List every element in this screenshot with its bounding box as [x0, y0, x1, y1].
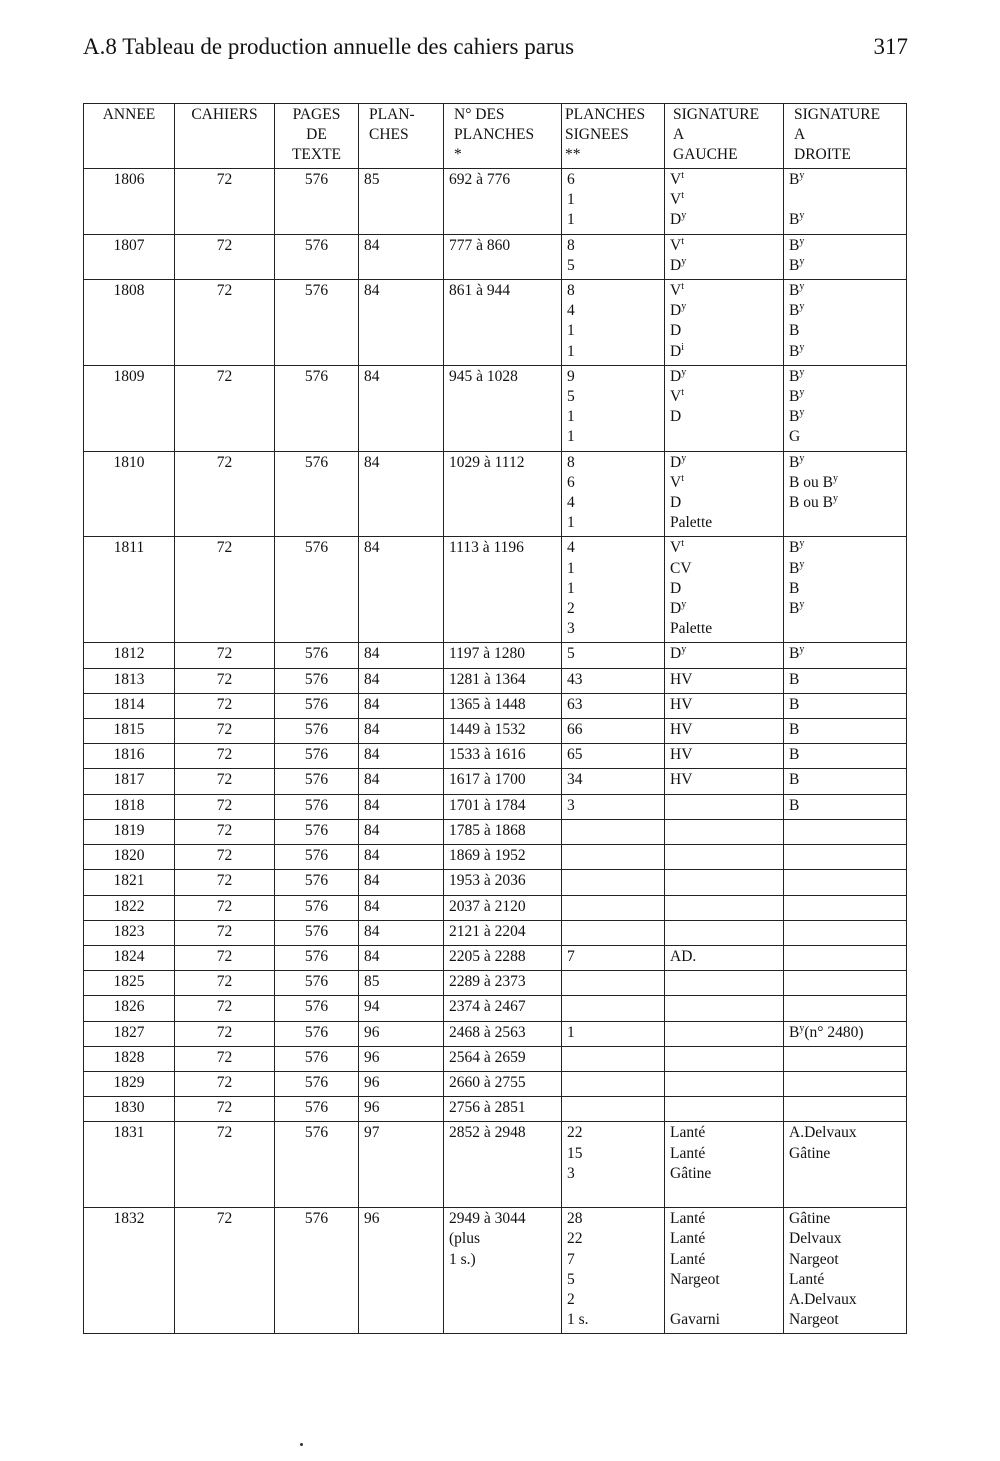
table-body	[84, 169, 907, 1334]
cell-numeros: 2374 à 2467	[444, 996, 562, 1021]
cell-cahiers: 72	[175, 365, 275, 451]
cell-annee: 1817	[84, 769, 175, 794]
table-row	[84, 819, 907, 844]
cell-gauche	[665, 920, 784, 945]
table-row	[84, 1097, 907, 1122]
cell-droite	[784, 1046, 907, 1071]
cell-pages: 576	[275, 1071, 359, 1096]
table-row	[84, 719, 907, 744]
cell-pages: 576	[275, 280, 359, 366]
cell-annee: 1811	[84, 537, 175, 643]
cell-droite: Gâtine Delvaux Nargeot Lanté A.Delvaux Nargeot	[784, 1208, 907, 1334]
cell-annee: 1813	[84, 668, 175, 693]
running-head	[83, 32, 908, 62]
cell-signees	[562, 819, 665, 844]
cell-annee: 1821	[84, 870, 175, 895]
cell-signees: 8 6 4 1	[562, 451, 665, 537]
cell-annee: 1807	[84, 234, 175, 279]
cell-annee: 1824	[84, 945, 175, 970]
cell-droite: $B^y$	[784, 643, 907, 668]
cell-cahiers: 72	[175, 668, 275, 693]
cell-annee: 1820	[84, 845, 175, 870]
cell-signees: 1	[562, 1021, 665, 1046]
cell-signees: 5	[562, 643, 665, 668]
cell-signees: 22 15 3	[562, 1122, 665, 1208]
cell-pages: 576	[275, 1097, 359, 1122]
cell-droite: B	[784, 769, 907, 794]
cell-numeros: 777 à 860	[444, 234, 562, 279]
cell-gauche	[665, 819, 784, 844]
cell-pages: 576	[275, 845, 359, 870]
cell-droite: A.Delvaux Gâtine	[784, 1122, 907, 1208]
cell-annee: 1816	[84, 744, 175, 769]
cell-cahiers: 72	[175, 845, 275, 870]
table-row	[84, 870, 907, 895]
page-dot	[300, 1443, 303, 1446]
page-title: A.8 Tableau de production annuelle des cahiers parus	[83, 34, 575, 59]
cell-droite: $B^y$ B ou $B^y$ B ou $B^y$	[784, 451, 907, 537]
cell-annee: 1831	[84, 1122, 175, 1208]
cell-gauche: Lanté Lanté Gâtine	[665, 1122, 784, 1208]
cell-numeros: 2121 à 2204	[444, 920, 562, 945]
cell-cahiers: 72	[175, 769, 275, 794]
cell-gauche: $V^t$ $V^t$ $D^y$	[665, 169, 784, 235]
cell-numeros: 2289 à 2373	[444, 971, 562, 996]
table-row	[84, 1071, 907, 1096]
col-header-droite: SIGNATURE A DROITE	[784, 104, 907, 169]
cell-annee: 1809	[84, 365, 175, 451]
cell-signees: 43	[562, 668, 665, 693]
cell-pages: 576	[275, 769, 359, 794]
cell-cahiers: 72	[175, 1122, 275, 1208]
cell-pages: 576	[275, 1122, 359, 1208]
cell-planches: 84	[359, 451, 444, 537]
cell-annee: 1819	[84, 819, 175, 844]
cell-numeros: 2852 à 2948	[444, 1122, 562, 1208]
table-row	[84, 451, 907, 537]
cell-cahiers: 72	[175, 870, 275, 895]
table-row	[84, 945, 907, 970]
cell-gauche: HV	[665, 693, 784, 718]
cell-planches: 84	[359, 945, 444, 970]
cell-droite: $B^y$ $B^y$ $B^y$ G	[784, 365, 907, 451]
cell-cahiers: 72	[175, 169, 275, 235]
cell-planches: 94	[359, 996, 444, 1021]
cell-annee: 1828	[84, 1046, 175, 1071]
cell-annee: 1812	[84, 643, 175, 668]
cell-pages: 576	[275, 719, 359, 744]
cell-planches: 85	[359, 971, 444, 996]
cell-signees	[562, 971, 665, 996]
cell-cahiers: 72	[175, 693, 275, 718]
cell-gauche	[665, 1097, 784, 1122]
cell-planches: 84	[359, 920, 444, 945]
cell-annee: 1822	[84, 895, 175, 920]
table-row	[84, 996, 907, 1021]
table-row	[84, 794, 907, 819]
cell-droite	[784, 1071, 907, 1096]
cell-signees: 6 1 1	[562, 169, 665, 235]
cell-numeros: 1449 à 1532	[444, 719, 562, 744]
cell-numeros: 2205 à 2288	[444, 945, 562, 970]
table-row	[84, 365, 907, 451]
table-row	[84, 693, 907, 718]
cell-numeros: 2756 à 2851	[444, 1097, 562, 1122]
cell-planches: 84	[359, 668, 444, 693]
cell-annee: 1825	[84, 971, 175, 996]
cell-pages: 576	[275, 945, 359, 970]
cell-cahiers: 72	[175, 971, 275, 996]
col-header-pages: PAGES DE TEXTE	[275, 104, 359, 169]
cell-cahiers: 72	[175, 643, 275, 668]
cell-cahiers: 72	[175, 1046, 275, 1071]
cell-cahiers: 72	[175, 1021, 275, 1046]
cell-signees: 65	[562, 744, 665, 769]
cell-droite	[784, 971, 907, 996]
cell-gauche	[665, 870, 784, 895]
cell-numeros: 2949 à 3044 (plus 1 s.)	[444, 1208, 562, 1334]
cell-droite	[784, 819, 907, 844]
cell-numeros: 1869 à 1952	[444, 845, 562, 870]
cell-gauche	[665, 1021, 784, 1046]
cell-pages: 576	[275, 895, 359, 920]
cell-cahiers: 72	[175, 1071, 275, 1096]
cell-signees	[562, 1046, 665, 1071]
cell-signees: 9 5 1 1	[562, 365, 665, 451]
cell-annee: 1806	[84, 169, 175, 235]
table-row	[84, 769, 907, 794]
table-row	[84, 971, 907, 996]
cell-signees: 63	[562, 693, 665, 718]
table-row	[84, 895, 907, 920]
table-row	[84, 643, 907, 668]
col-header-annee: ANNEE	[84, 104, 175, 169]
cell-cahiers: 72	[175, 719, 275, 744]
col-header-cahiers: CAHIERS	[175, 104, 275, 169]
cell-planches: 96	[359, 1071, 444, 1096]
cell-planches: 84	[359, 643, 444, 668]
cell-droite: B	[784, 744, 907, 769]
cell-annee: 1815	[84, 719, 175, 744]
cell-planches: 85	[359, 169, 444, 235]
cell-signees: 8 4 1 1	[562, 280, 665, 366]
table-row	[84, 234, 907, 279]
cell-droite: $B^y$ $B^y$ B $B^y$	[784, 280, 907, 366]
cell-signees	[562, 845, 665, 870]
cell-pages: 576	[275, 744, 359, 769]
production-table	[83, 103, 907, 1334]
cell-gauche: $D^y$ $V^t$ D	[665, 365, 784, 451]
cell-signees: 28 22 7 5 2 1 s.	[562, 1208, 665, 1334]
cell-annee: 1814	[84, 693, 175, 718]
cell-pages: 576	[275, 169, 359, 235]
cell-planches: 84	[359, 693, 444, 718]
cell-numeros: 1953 à 2036	[444, 870, 562, 895]
cell-pages: 576	[275, 1208, 359, 1334]
cell-annee: 1827	[84, 1021, 175, 1046]
cell-numeros: 1365 à 1448	[444, 693, 562, 718]
cell-gauche: HV	[665, 668, 784, 693]
cell-gauche: HV	[665, 744, 784, 769]
cell-signees	[562, 870, 665, 895]
cell-annee: 1829	[84, 1071, 175, 1096]
cell-numeros: 1785 à 1868	[444, 819, 562, 844]
cell-droite: $B^y(n^\circ$ 2480)	[784, 1021, 907, 1046]
cell-planches: 96	[359, 1097, 444, 1122]
cell-pages: 576	[275, 920, 359, 945]
cell-cahiers: 72	[175, 945, 275, 970]
cell-gauche	[665, 845, 784, 870]
cell-droite: B	[784, 719, 907, 744]
cell-signees	[562, 1097, 665, 1122]
cell-droite: $B^y$ $B^y$ B $B^y$	[784, 537, 907, 643]
cell-annee: 1823	[84, 920, 175, 945]
col-header-planches: PLAN- CHES	[359, 104, 444, 169]
cell-droite	[784, 895, 907, 920]
cell-pages: 576	[275, 1021, 359, 1046]
cell-droite: $B^y$ $B^y$	[784, 169, 907, 235]
cell-gauche	[665, 794, 784, 819]
cell-gauche: HV	[665, 719, 784, 744]
cell-pages: 576	[275, 234, 359, 279]
cell-planches: 84	[359, 365, 444, 451]
cell-numeros: 2564 à 2659	[444, 1046, 562, 1071]
cell-gauche	[665, 1046, 784, 1071]
cell-droite	[784, 920, 907, 945]
cell-planches: 84	[359, 280, 444, 366]
cell-cahiers: 72	[175, 920, 275, 945]
cell-numeros: 1533 à 1616	[444, 744, 562, 769]
cell-planches: 84	[359, 794, 444, 819]
cell-signees: 4 1 1 2 3	[562, 537, 665, 643]
cell-gauche: AD.	[665, 945, 784, 970]
cell-numeros: 945 à 1028	[444, 365, 562, 451]
cell-pages: 576	[275, 1046, 359, 1071]
cell-droite	[784, 1097, 907, 1122]
cell-numeros: 1197 à 1280	[444, 643, 562, 668]
cell-gauche: $V^t$ $D^y$ D $D^i$	[665, 280, 784, 366]
cell-planches: 84	[359, 769, 444, 794]
cell-droite: B	[784, 668, 907, 693]
cell-cahiers: 72	[175, 1208, 275, 1334]
cell-numeros: 1701 à 1784	[444, 794, 562, 819]
cell-signees	[562, 920, 665, 945]
cell-pages: 576	[275, 365, 359, 451]
cell-numeros: 2468 à 2563	[444, 1021, 562, 1046]
cell-signees	[562, 895, 665, 920]
cell-droite: B	[784, 693, 907, 718]
cell-annee: 1818	[84, 794, 175, 819]
cell-cahiers: 72	[175, 744, 275, 769]
cell-signees	[562, 996, 665, 1021]
cell-numeros: 1029 à 1112	[444, 451, 562, 537]
cell-numeros: 1281 à 1364	[444, 668, 562, 693]
cell-pages: 576	[275, 819, 359, 844]
cell-signees: 66	[562, 719, 665, 744]
table-row	[84, 920, 907, 945]
cell-cahiers: 72	[175, 1097, 275, 1122]
cell-gauche	[665, 895, 784, 920]
cell-cahiers: 72	[175, 996, 275, 1021]
cell-planches: 84	[359, 719, 444, 744]
cell-gauche: HV	[665, 769, 784, 794]
cell-cahiers: 72	[175, 451, 275, 537]
cell-pages: 576	[275, 693, 359, 718]
col-header-numeros: N° DES PLANCHES *	[444, 104, 562, 169]
cell-numeros: 861 à 944	[444, 280, 562, 366]
cell-signees: 7	[562, 945, 665, 970]
cell-gauche: $D^y$	[665, 643, 784, 668]
table-header-row	[84, 104, 907, 169]
cell-cahiers: 72	[175, 794, 275, 819]
cell-gauche	[665, 996, 784, 1021]
cell-numeros: 2037 à 2120	[444, 895, 562, 920]
cell-pages: 576	[275, 870, 359, 895]
table-row	[84, 845, 907, 870]
cell-signees: 3	[562, 794, 665, 819]
cell-pages: 576	[275, 643, 359, 668]
cell-signees: 8 5	[562, 234, 665, 279]
cell-cahiers: 72	[175, 280, 275, 366]
cell-planches: 97	[359, 1122, 444, 1208]
cell-cahiers: 72	[175, 819, 275, 844]
table-row	[84, 280, 907, 366]
cell-planches: 84	[359, 819, 444, 844]
cell-pages: 576	[275, 971, 359, 996]
cell-planches: 84	[359, 895, 444, 920]
cell-annee: 1826	[84, 996, 175, 1021]
table-row	[84, 744, 907, 769]
cell-droite: $B^y$ $B^y$	[784, 234, 907, 279]
cell-gauche	[665, 1071, 784, 1096]
table-row	[84, 1046, 907, 1071]
cell-pages: 576	[275, 668, 359, 693]
cell-planches: 84	[359, 870, 444, 895]
cell-numeros: 1617 à 1700	[444, 769, 562, 794]
cell-pages: 576	[275, 451, 359, 537]
cell-cahiers: 72	[175, 234, 275, 279]
cell-droite	[784, 945, 907, 970]
cell-droite: B	[784, 794, 907, 819]
col-header-signees: PLANCHES SIGNEES **	[562, 104, 665, 169]
col-header-gauche: SIGNATURE A GAUCHE	[665, 104, 784, 169]
cell-planches: 84	[359, 537, 444, 643]
cell-planches: 96	[359, 1208, 444, 1334]
table-row	[84, 537, 907, 643]
cell-annee: 1830	[84, 1097, 175, 1122]
cell-gauche	[665, 971, 784, 996]
cell-droite	[784, 845, 907, 870]
cell-gauche: $V^t$ CV D $D^y$ Palette	[665, 537, 784, 643]
cell-numeros: 2660 à 2755	[444, 1071, 562, 1096]
cell-planches: 84	[359, 744, 444, 769]
table-row	[84, 1208, 907, 1334]
cell-planches: 96	[359, 1046, 444, 1071]
cell-cahiers: 72	[175, 537, 275, 643]
cell-droite	[784, 870, 907, 895]
cell-numeros: 1113 à 1196	[444, 537, 562, 643]
cell-planches: 96	[359, 1021, 444, 1046]
cell-planches: 84	[359, 234, 444, 279]
cell-gauche: Lanté Lanté Lanté Nargeot Gavarni	[665, 1208, 784, 1334]
cell-numeros: 692 à 776	[444, 169, 562, 235]
cell-signees: 34	[562, 769, 665, 794]
cell-cahiers: 72	[175, 895, 275, 920]
table-row	[84, 1122, 907, 1208]
cell-droite	[784, 996, 907, 1021]
cell-annee: 1808	[84, 280, 175, 366]
table-row	[84, 169, 907, 235]
cell-pages: 576	[275, 794, 359, 819]
cell-pages: 576	[275, 996, 359, 1021]
table-row	[84, 668, 907, 693]
cell-planches: 84	[359, 845, 444, 870]
cell-signees	[562, 1071, 665, 1096]
cell-annee: 1832	[84, 1208, 175, 1334]
cell-pages: 576	[275, 537, 359, 643]
cell-annee: 1810	[84, 451, 175, 537]
cell-gauche: $V^t$ $D^y$	[665, 234, 784, 279]
table-row	[84, 1021, 907, 1046]
cell-gauche: $D^y$ $V^t$ D Palette	[665, 451, 784, 537]
page-number: 317	[873, 34, 908, 59]
